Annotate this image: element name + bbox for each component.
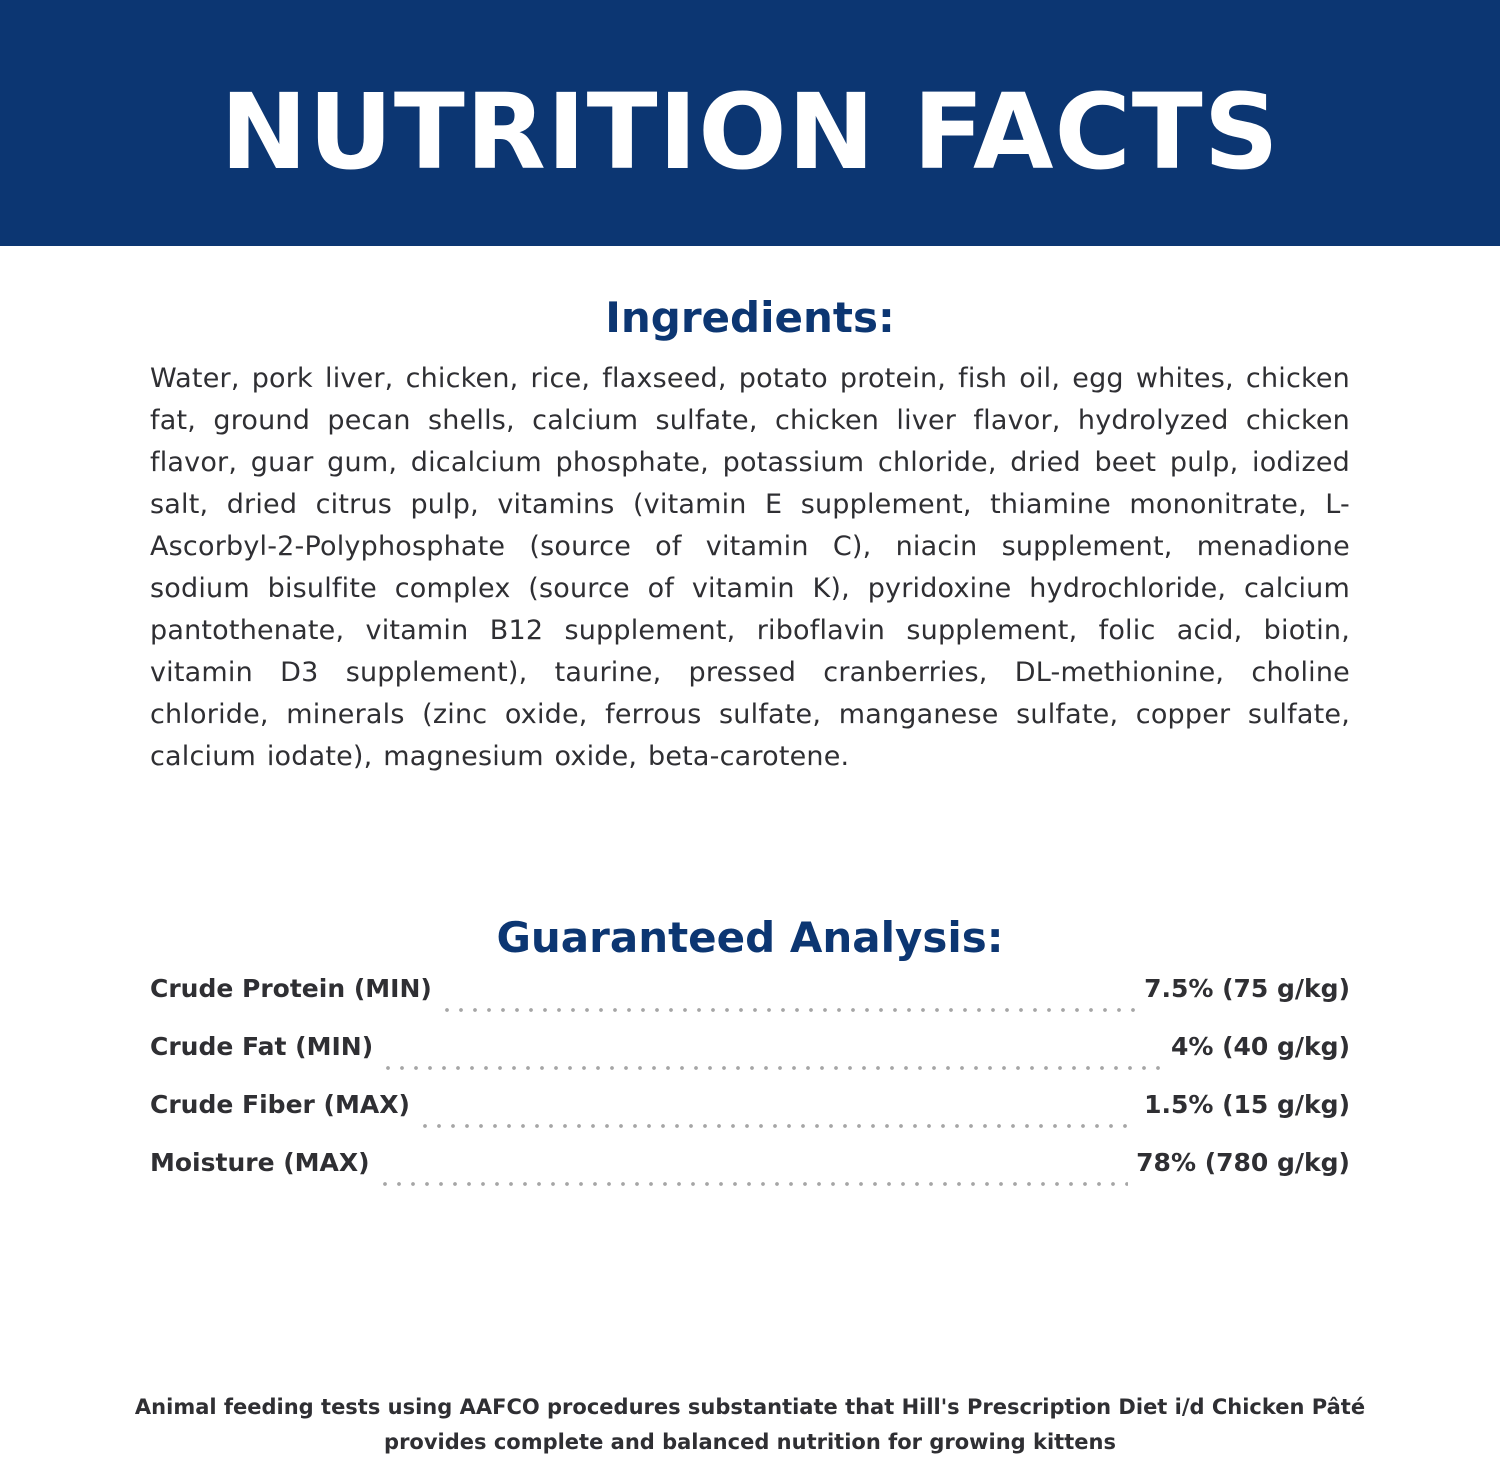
analysis-label: Crude Fat (MIN) [150, 1032, 374, 1061]
aafco-statement-line: provides complete and balanced nutrition for growing kittens [384, 1430, 1116, 1454]
analysis-label: Moisture (MAX) [150, 1148, 370, 1177]
dot-leader [440, 1002, 1136, 1020]
header-banner [0, 0, 1500, 246]
analysis-row-crude-protein [150, 974, 1350, 1032]
analysis-row-crude-fat [150, 1032, 1350, 1090]
dot-leader [418, 1118, 1136, 1136]
analysis-value: 4% (40 g/kg) [1170, 1032, 1350, 1061]
analysis-value: 78% (780 g/kg) [1136, 1148, 1350, 1177]
analysis-value: 1.5% (15 g/kg) [1144, 1090, 1350, 1119]
dot-leader [381, 1060, 1163, 1078]
aafco-statement-line: Animal feeding tests using AAFCO procedures substantiate that Hill's Prescription Diet i/d Chicken Pâté [134, 1395, 1366, 1419]
guaranteed-analysis-heading: Guaranteed Analysis: [496, 913, 1004, 962]
dot-leader [378, 1176, 1129, 1194]
aafco-statement [0, 1390, 1500, 1460]
ingredients-heading: Ingredients: [605, 293, 895, 342]
page-title: NUTRITION FACTS [220, 71, 1280, 193]
ingredients-text: Water, pork liver, chicken, rice, flaxseed, potato protein, fish oil, egg whites, chicken fat, ground pecan shells, calcium sulfate, chicken liver flavor, hydrolyzed chicken flavor, guar gum, dicalcium phosphate, potassium chloride, dried beet pulp, iodized salt, dried citrus pulp, vitamins (vitamin E supplement, thiamine mononitrate, L-Ascorbyl-2-Polyphosphate (source of vitamin C), niacin supplement, menadione sodium bisulfite complex (source of vitamin K), pyridoxine hydrochloride, calcium pantothenate, vitamin B12 supplement, riboflavin supplement, folic acid, biotin, vitamin D3 supplement), taurine, pressed cranberries, DL-methionine, choline chloride, minerals (zinc oxide, ferrous sulfate, manganese sulfate, copper sulfate, calcium iodate), magnesium oxide, beta-carotene. [150, 363, 1350, 772]
analysis-row-crude-fiber [150, 1090, 1350, 1148]
analysis-row-moisture [150, 1148, 1350, 1206]
analysis-label: Crude Fiber (MAX) [150, 1090, 410, 1119]
analysis-value: 7.5% (75 g/kg) [1144, 974, 1350, 1003]
analysis-label: Crude Protein (MIN) [150, 974, 432, 1003]
guaranteed-analysis-list [150, 974, 1350, 1206]
